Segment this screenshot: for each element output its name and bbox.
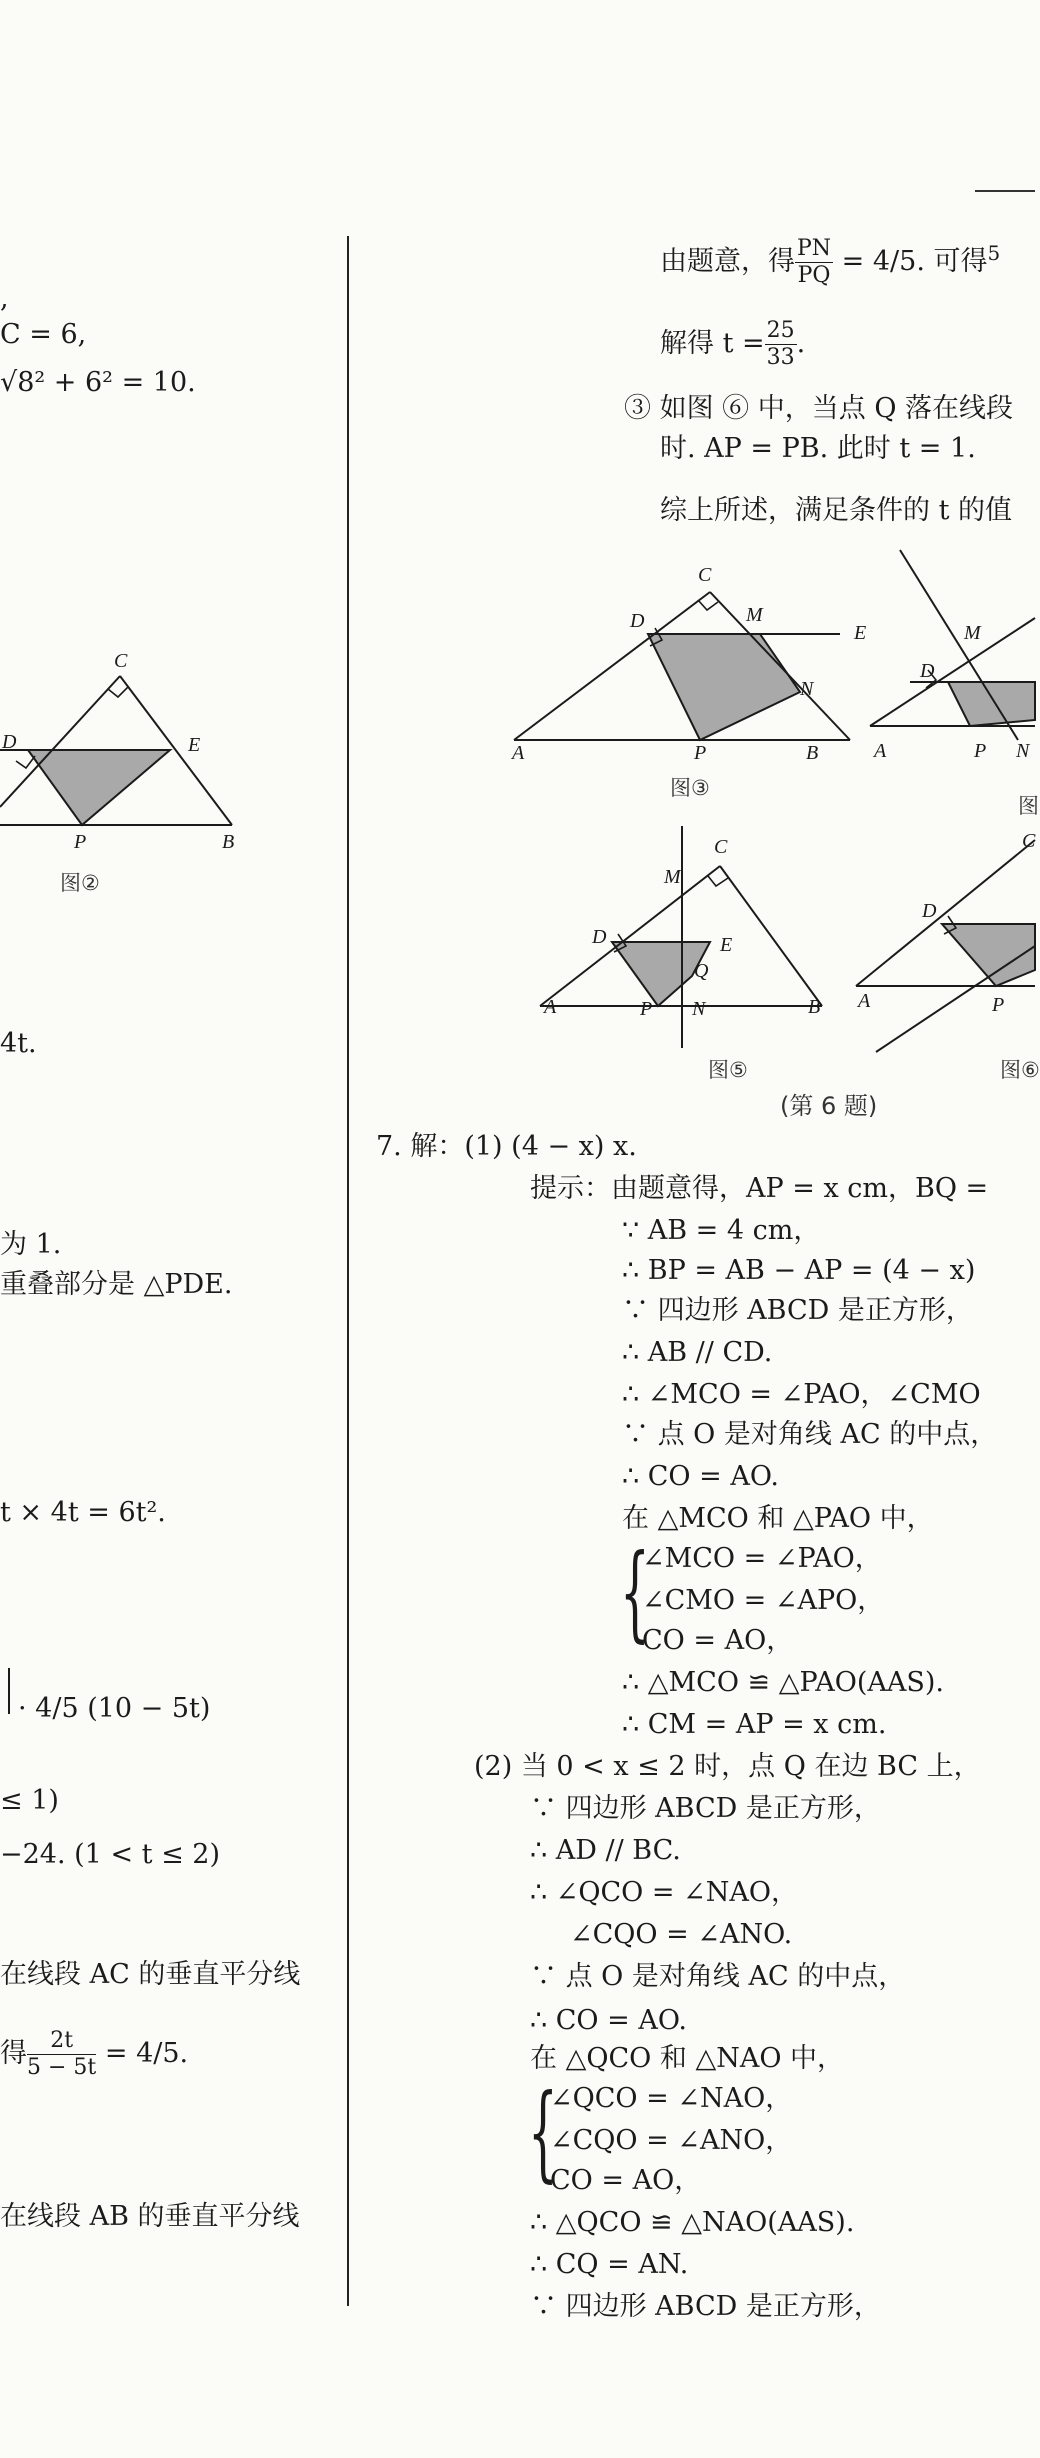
q7-line: ∠CQO = ∠ANO. <box>570 1919 793 1950</box>
system-brace: { <box>620 1531 650 1653</box>
fig5-label-A: A <box>544 996 557 1018</box>
left-line: 在线段 AB 的垂直平分线 <box>0 2201 300 2232</box>
q7-line: (2) 当 0 < x ≤ 2 时，点 Q 在边 BC 上， <box>474 1751 981 1782</box>
figure-5 <box>540 826 830 1056</box>
abs-bar <box>8 1668 10 1714</box>
left-line: C = 6, <box>0 319 87 350</box>
q7-line: ∴ AB // CD. <box>622 1337 773 1368</box>
q7-line: ∴ ∠QCO = ∠NAO， <box>530 1877 798 1908</box>
fig3-label-A: A <box>512 742 525 764</box>
pn-pq-fraction: $\frac{PN}{PQ}$ <box>797 236 832 288</box>
t-value-fraction: $\frac{25}{33}$ <box>766 318 795 370</box>
fig3-label-M: M <box>746 604 763 626</box>
right-fraction-line: 由题意，得 $\frac{PN}{PQ}$ = 4/5. 可得$^5$ <box>660 236 1001 288</box>
q7-line: ∵ 四边形 ABCD 是正方形， <box>622 1295 973 1326</box>
q7-line: ∵ 点 O 是对角线 AC 的中点， <box>622 1419 998 1450</box>
q7-line: ∵ AB = 4 cm， <box>622 1215 821 1246</box>
left-line: 为 1. <box>0 1229 62 1260</box>
fig2-label-B: B <box>222 831 235 853</box>
fig3-label-P: P <box>694 742 707 764</box>
fig3-label-C: C <box>698 564 712 586</box>
fig2-label-D: D <box>2 731 17 753</box>
figure-6 <box>856 820 1035 1050</box>
fig5-label-N: N <box>692 998 706 1020</box>
fig5-label-P: P <box>640 998 653 1020</box>
fig6-label-D: D <box>922 900 937 922</box>
left-fraction: $\frac{2t}{5 - 5t}$ <box>27 2028 97 2080</box>
fig4-caption: 图 <box>1018 794 1039 818</box>
q7-line: CO = AO， <box>550 2165 702 2196</box>
left-fraction-line <box>0 2028 188 2081</box>
q7-line: 提示：由题意得，AP = x cm，BQ = <box>530 1173 989 1204</box>
problem-caption: (第 6 题) <box>780 1092 878 1120</box>
q7-line: ∴ AD // BC. <box>530 1835 681 1866</box>
figure-4 <box>870 540 1035 770</box>
q7-line: ∴ BP = AB − AP = (4 − x) <box>622 1255 976 1286</box>
figure-3 <box>500 560 860 760</box>
fig3-caption: 图③ <box>670 776 710 800</box>
right-line: 综上所述，满足条件的 t 的值 <box>660 495 1013 526</box>
q7-line: ∴ CQ = AN. <box>530 2249 689 2280</box>
q7-line: ∴ ∠MCO = ∠PAO，∠CMO <box>622 1379 981 1410</box>
left-line: t × 4t = 6t². <box>0 1497 166 1528</box>
fig3-label-N: N <box>800 678 814 700</box>
fig5-label-M: M <box>664 866 681 888</box>
fig6-label-A: A <box>858 990 871 1012</box>
q7-line: ∴ CO = AO. <box>530 2005 687 2036</box>
left-line: √8² + 6² = 10. <box>0 367 196 398</box>
left-line: 在线段 AC 的垂直平分线 <box>0 1959 301 1990</box>
left-line: 重叠部分是 △PDE. <box>0 1269 233 1300</box>
fig5-label-C: C <box>714 836 728 858</box>
fig6-caption: 图⑥ <box>1000 1058 1040 1082</box>
q7-line: CO = AO， <box>642 1625 794 1656</box>
fig5-label-Q: Q <box>694 960 709 982</box>
figure-2 <box>0 650 250 880</box>
fig3-label-E: E <box>854 622 867 644</box>
fig3-label-B: B <box>806 742 819 764</box>
q7-line: ∠CQO = ∠ANO， <box>550 2125 793 2156</box>
fig4-label-A: A <box>874 740 887 762</box>
fig5-label-D: D <box>592 926 607 948</box>
fig2-label-E: E <box>188 734 201 756</box>
fig5-caption: 图⑤ <box>708 1058 748 1082</box>
left-line: ≤ 1) <box>0 1785 59 1816</box>
fig5-label-B: B <box>808 996 821 1018</box>
fig4-label-P: P <box>974 740 987 762</box>
fig2-label-C: C <box>114 650 128 672</box>
left-line: −24. (1 < t ≤ 2) <box>0 1839 220 1870</box>
q7-line: ∴ △MCO ≌ △PAO(AAS). <box>622 1667 944 1698</box>
fig6-label-P: P <box>992 994 1005 1016</box>
q7-line: ∵ 四边形 ABCD 是正方形， <box>530 2291 881 2322</box>
q7-line: ∵ 点 O 是对角线 AC 的中点， <box>530 1961 906 1992</box>
right-line: ③ 如图 ⑥ 中，当点 Q 落在线段 <box>624 393 1014 424</box>
fig4-label-M: M <box>964 622 981 644</box>
q7-line: ∠QCO = ∠NAO， <box>550 2083 793 2114</box>
left-fraction-post: = 4/5. <box>104 2038 189 2069</box>
fig6-label-C: C <box>1022 830 1036 852</box>
q7-line: ∴ CO = AO. <box>622 1461 779 1492</box>
fig2-label-P: P <box>74 831 87 853</box>
header-rule <box>975 190 1035 192</box>
left-line: · 4/5 (10 − 5t) <box>18 1693 211 1724</box>
right-fraction-line: 解得 t = $\frac{25}{33}$ . <box>660 318 806 370</box>
q7-line: ∠MCO = ∠PAO， <box>642 1543 882 1574</box>
q7-line: 在 △QCO 和 △NAO 中， <box>530 2043 845 2074</box>
fig4-label-N: N <box>1016 740 1030 762</box>
fig5-label-E: E <box>720 934 733 956</box>
q7-line: 7. 解：(1) (4 − x) x. <box>376 1131 637 1162</box>
fig2-shaded-region <box>28 750 170 825</box>
q7-line: ∴ CM = AP = x cm. <box>622 1709 887 1740</box>
left-line: , <box>0 283 9 314</box>
q7-line: ∵ 四边形 ABCD 是正方形， <box>530 1793 881 1824</box>
fig4-shaded-region <box>948 682 1035 726</box>
system-brace: { <box>528 2071 558 2193</box>
q7-line: 在 △MCO 和 △PAO 中， <box>622 1503 934 1534</box>
fig4-label-D: D <box>920 660 935 682</box>
q7-line: ∠CMO = ∠APO， <box>642 1585 885 1616</box>
right-line: 时. AP = PB. 此时 t = 1. <box>660 433 976 464</box>
fig2-caption: 图② <box>60 871 100 895</box>
column-divider <box>347 236 349 2306</box>
left-fraction-pre: 得 <box>0 2038 27 2069</box>
left-line: 4t. <box>0 1028 37 1059</box>
q7-line: ∴ △QCO ≌ △NAO(AAS). <box>530 2207 855 2238</box>
fig3-label-D: D <box>630 610 645 632</box>
fig3-shaded-region <box>648 634 800 740</box>
